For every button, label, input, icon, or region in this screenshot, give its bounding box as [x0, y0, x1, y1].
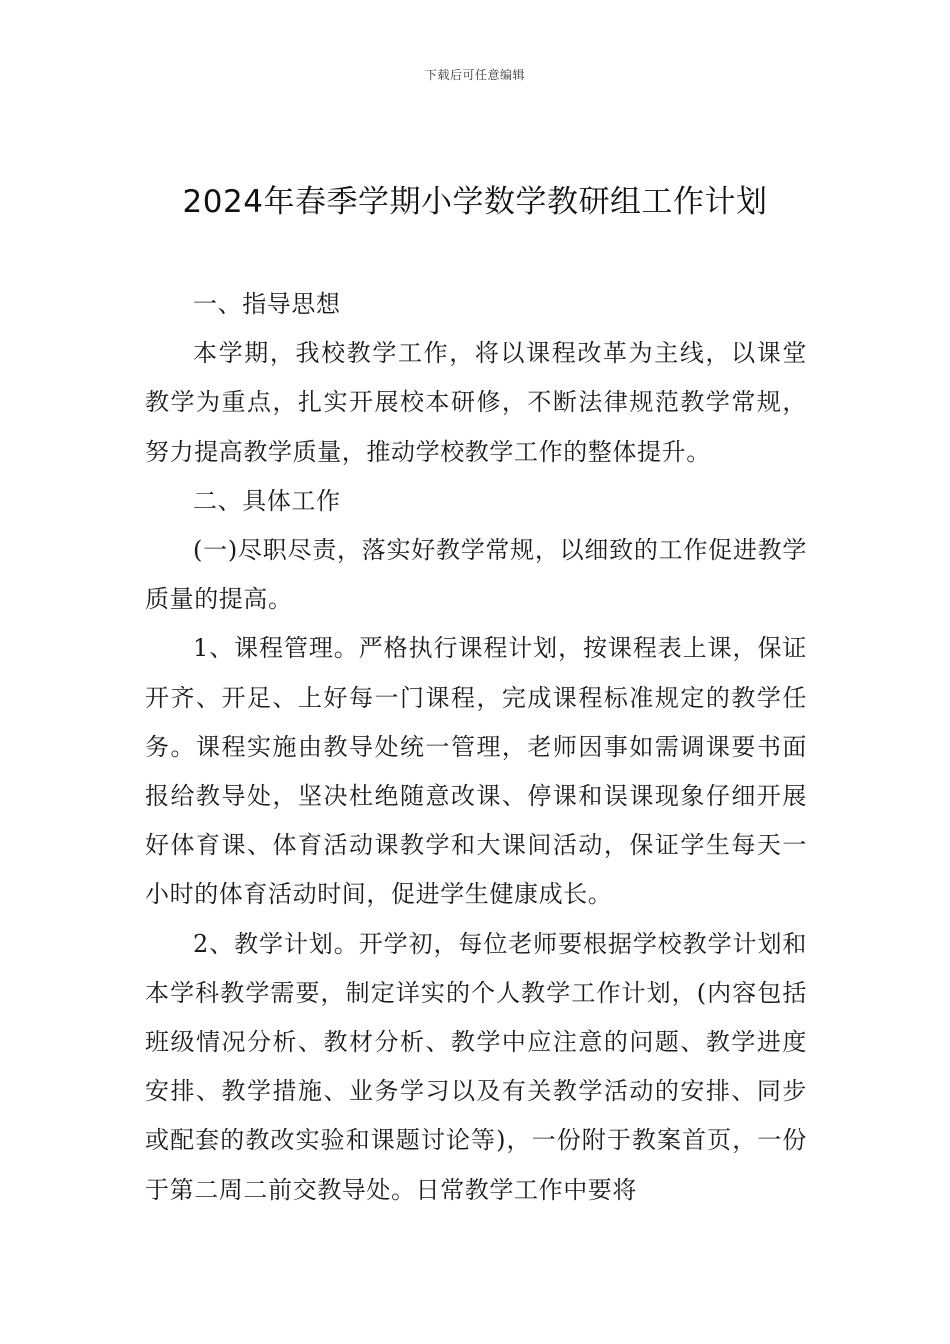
document-body	[145, 280, 807, 1215]
header-note: 下载后可任意编辑	[424, 68, 525, 82]
paragraph-routine-duties: (一)尽职尽责，落实好教学常规，以细致的工作促进教学质量的提高。	[145, 536, 807, 614]
section-heading-specific-work: 二、具体工作	[193, 486, 341, 515]
paragraph-guiding-ideology: 本学期，我校教学工作，将以课程改革为主线，以课堂教学为重点，扎实开展校本研修，不断法律规范教学常规，努力提高教学质量，推动学校教学工作的整体提升。	[145, 339, 807, 466]
section-heading-guiding-ideology: 一、指导思想	[193, 290, 341, 318]
document-title: 2024年春季学期小学数学教研组工作计划	[182, 184, 768, 220]
paragraph-course-management: 1、课程管理。严格执行课程计划，按课程表上课，保证开齐、开足、上好每一门课程，完成课程标准规定的教学任务。课程实施由教导处统一管理，老师因事如需调课要书面报给教导处，坚决杜绝随意改课、停课和误课现象仔细开展好体育课、体育活动课教学和大课间活动，保证学生每天一小时的体育活动时间，促进学生健康成长。	[145, 634, 807, 909]
paragraph-teaching-plan: 2、教学计划。开学初，每位老师要根据学校教学计划和本学科教学需要，制定详实的个人教学工作计划，(内容包括班级情况分析、教材分析、教学中应注意的问题、教学进度安排、教学措施、业务学习以及有关教学活动的安排、同步或配套的教改实验和课题讨论等)，一份附于教案首页，一份于第二周二前交教导处。日常教学工作中要将	[145, 929, 807, 1204]
